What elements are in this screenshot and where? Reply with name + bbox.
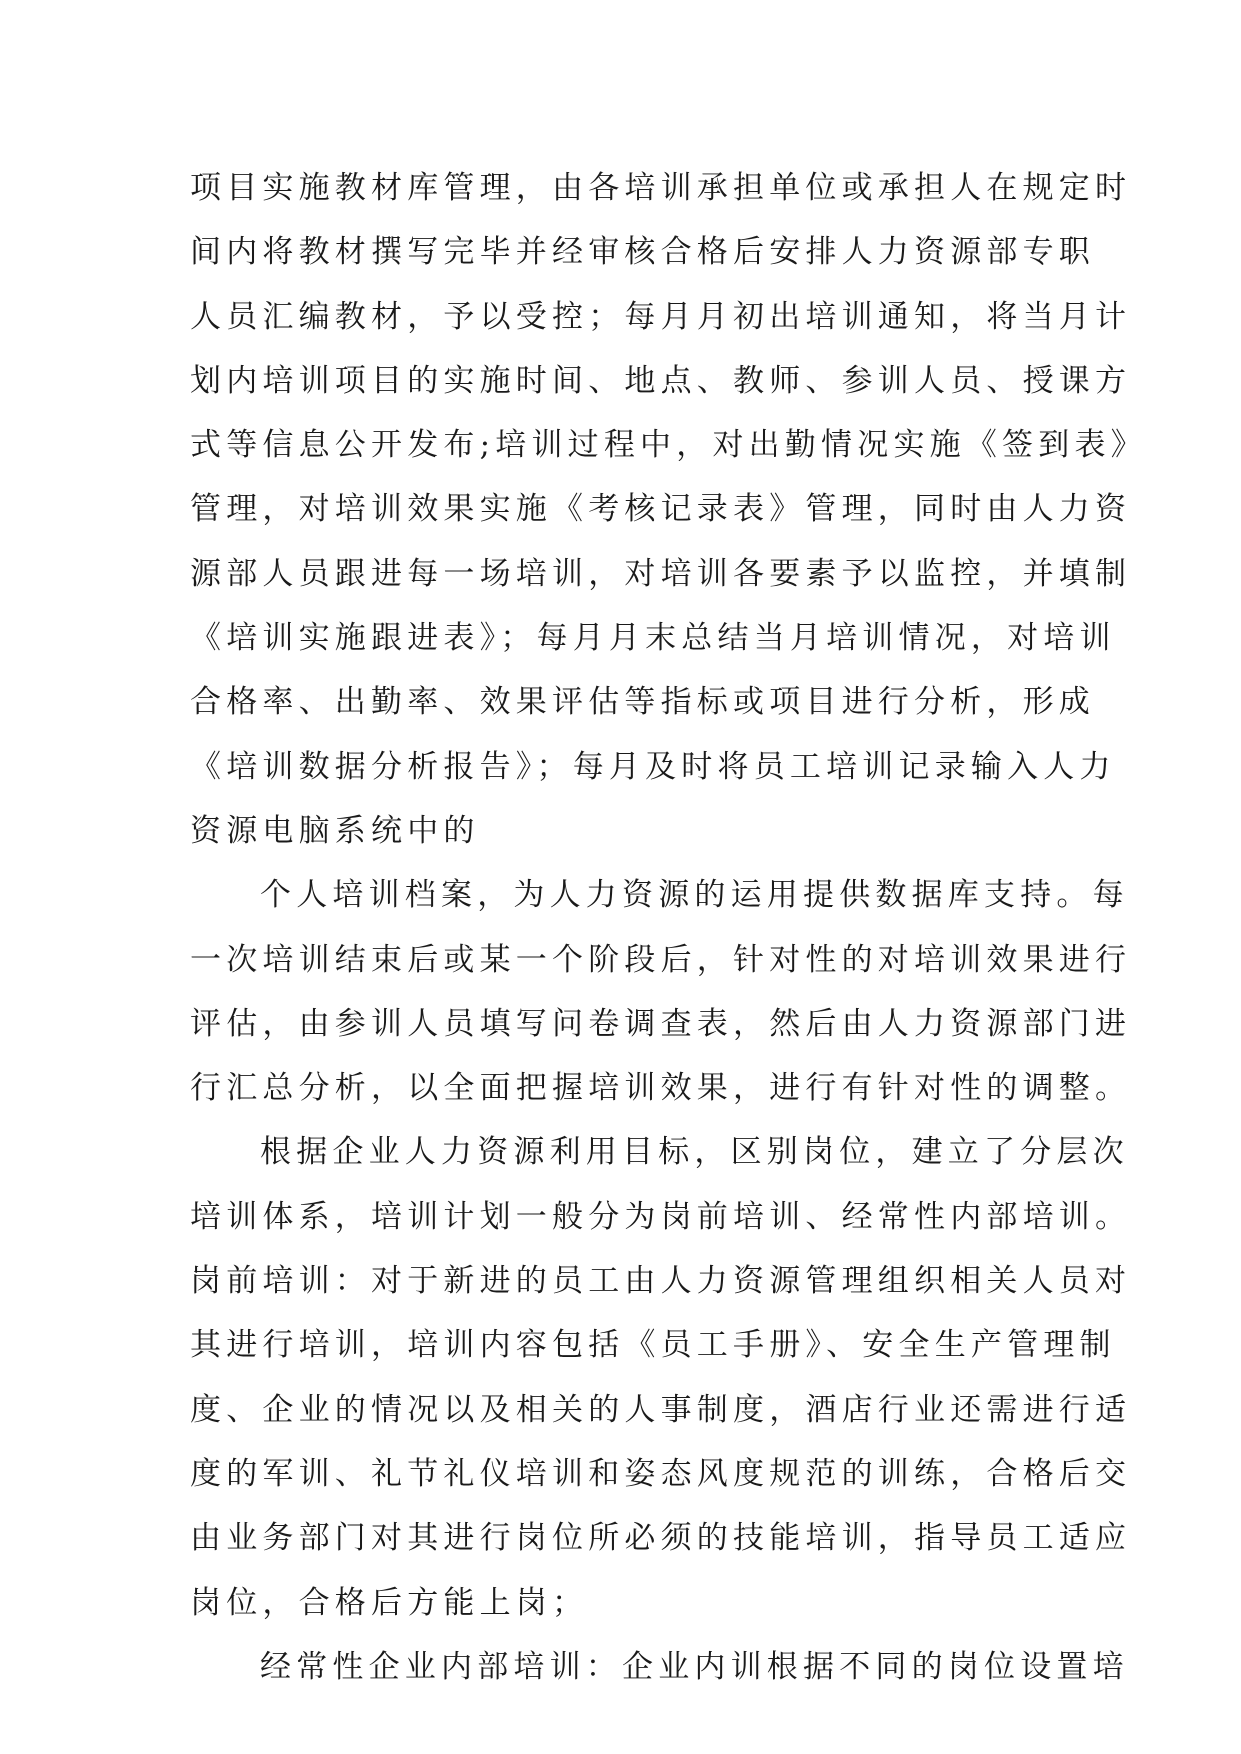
text-line: 个人培训档案，为人力资源的运用提供数据库支持。每 (260, 877, 1129, 914)
text-line: 行汇总分析，以全面把握培训效果，进行有针对性的调整。 (190, 1070, 1132, 1107)
text-line: 《培训实施跟进表》；每月月末总结当月培训情况，对培训 (190, 620, 1116, 657)
text-line: 经常性企业内部培训：企业内训根据不同的岗位设置培 (260, 1648, 1129, 1685)
text-line: 管理，对培训效果实施《考核记录表》管理，同时由人力资 (190, 491, 1132, 528)
text-line: 度、企业的情况以及相关的人事制度，酒店行业还需进行适 (190, 1391, 1132, 1428)
text-line: 式等信息公开发布;培训过程中，对出勤情况实施《签到表》 (190, 427, 1147, 464)
text-line: 评估，由参训人员填写问卷调查表，然后由人力资源部门进 (190, 1005, 1132, 1042)
text-line: 根据企业人力资源利用目标，区别岗位，建立了分层次 (260, 1134, 1129, 1171)
text-line: 项目实施教材库管理，由各培训承担单位或承担人在规定时 (190, 170, 1132, 206)
text-line: 间内将教材撰写完毕并经审核合格后安排人力资源部专职 (190, 234, 1095, 271)
text-line: 一次培训结束后或某一个阶段后，针对性的对培训效果进行 (190, 941, 1132, 978)
text-line: 度的军训、礼节礼仪培训和姿态风度规范的训练，合格后交 (190, 1455, 1132, 1492)
text-line: 岗位，合格后方能上岗； (190, 1584, 589, 1621)
text-line: 源部人员跟进每一场培训，对培训各要素予以监控，并填制 (190, 555, 1132, 592)
text-line: 合格率、出勤率、效果评估等指标或项目进行分析，形成 (190, 684, 1095, 721)
text-line: 《培训数据分析报告》；每月及时将员工培训记录输入人力 (190, 748, 1116, 785)
text-line: 其进行培训，培训内容包括《员工手册》、安全生产管理制 (190, 1327, 1116, 1364)
text-line: 资源电脑系统中的 (190, 812, 480, 849)
text-line: 由业务部门对其进行岗位所必须的技能培训，指导员工适应 (190, 1520, 1132, 1557)
text-line: 培训体系，培训计划一般分为岗前培训、经常性内部培训。 (190, 1198, 1132, 1235)
text-line: 人员汇编教材，予以受控；每月月初出培训通知，将当月计 (190, 298, 1132, 335)
text-line: 岗前培训：对于新进的员工由人力资源管理组织相关人员对 (190, 1263, 1132, 1300)
text-line: 划内培训项目的实施时间、地点、教师、参训人员、授课方 (190, 362, 1132, 399)
body-text (190, 156, 1147, 1699)
